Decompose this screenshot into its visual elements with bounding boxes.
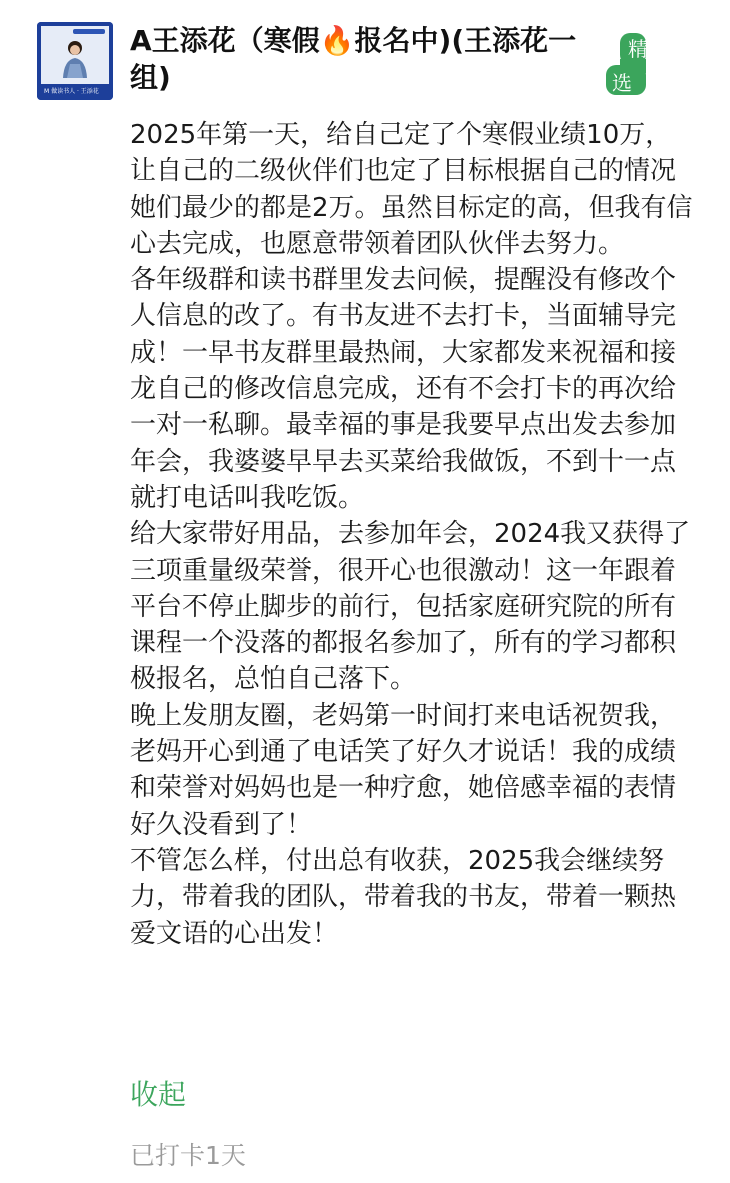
post-paragraph: 晚上发朋友圈，老妈第一时间打来电话祝贺我，老妈开心到通了电话笑了好久才说话！我的成绩和荣誉对妈妈也是一种疗愈，她倍感幸福的表情好久没看到了！ <box>130 700 677 840</box>
featured-badge-char-2: 选 <box>612 71 632 95</box>
post-paragraph: 不管怎么样，付出总有收获，2025我会继续努力，带着我的团队，带着我的书友，带着一颗热爱文语的心出发！ <box>130 845 677 949</box>
collapse-link[interactable]: 收起 <box>130 1078 187 1111</box>
featured-badge-char-1: 精 <box>628 37 648 61</box>
checkin-status: 已打卡1天 <box>130 1141 246 1170</box>
post-paragraph: 给大家带好用品，去参加年会，2024我又获得了三项重量级荣誉，很开心也很激动！这一年跟着平台不停止脚步的前行，包括家庭研究院的所有课程一个没落的都报名参加了，所有的学习都积极报名，总怕自己落下。 <box>130 519 691 695</box>
author-name[interactable]: A王添花（寒假🔥报名中)(王添花一组) <box>130 24 577 94</box>
author-avatar[interactable] <box>37 22 113 100</box>
post-paragraph: 2025年第一天，给自己定了个寒假业绩10万，让自己的二级伙伴们也定了目标根据自己的情况她们最少的都是2万。虽然目标定的高，但我有信心去完成，也愿意带领着团队伙伴去努力。 <box>130 120 693 259</box>
avatar-image <box>37 22 113 100</box>
featured-badge <box>606 33 646 97</box>
post-paragraph: 各年级群和读书群里发去问候，提醒没有修改个人信息的改了。有书友进不去打卡，当面辅导完成！一早书友群里最热闹，大家都发来祝福和接龙自己的修改信息完成，还有不会打卡的再次给一对一私聊。最幸福的事是我要早点出发去参加年会，我婆婆早早去买菜给我做饭，不到十一点就打电话叫我吃饭。 <box>130 265 677 513</box>
post-body <box>130 117 695 952</box>
svg-text:M 做读书人 · 王添花: M 做读书人 · 王添花 <box>44 88 99 95</box>
